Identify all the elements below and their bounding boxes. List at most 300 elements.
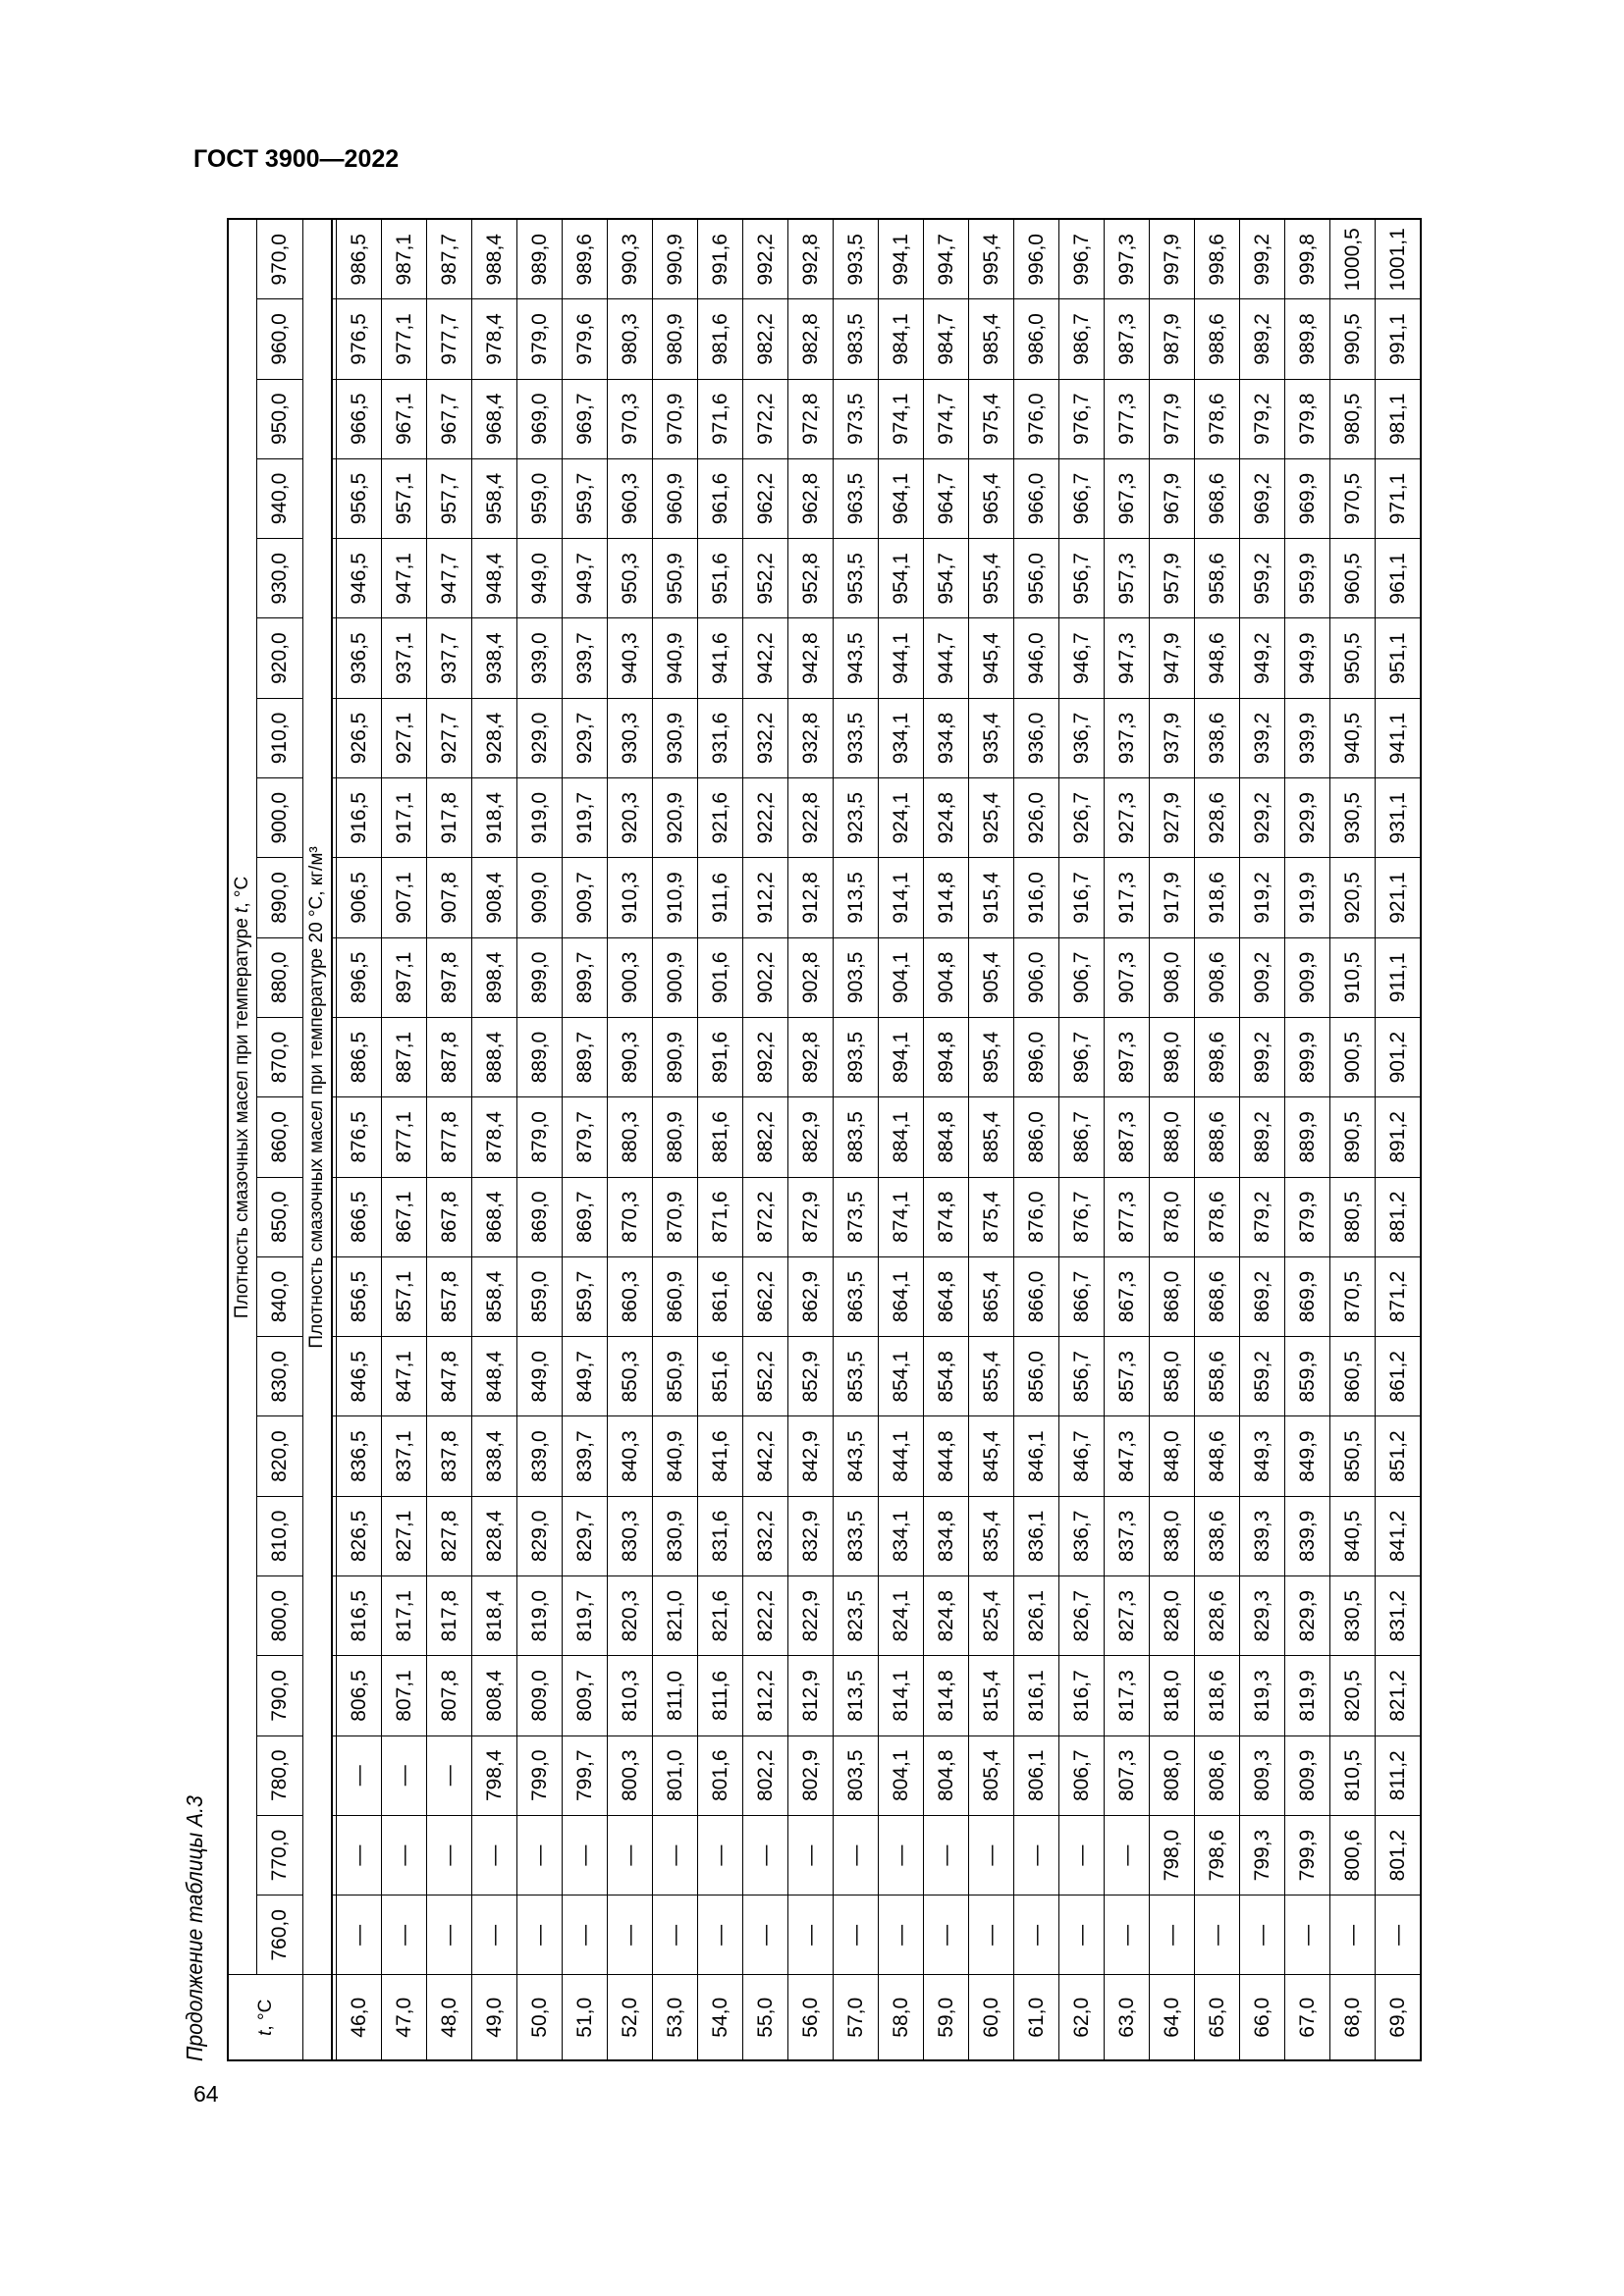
- density-cell: 978,6: [1195, 379, 1240, 458]
- density-cell: 881,6: [698, 1097, 743, 1177]
- density-cell: 831,2: [1376, 1576, 1422, 1656]
- density-cell: —: [1376, 1896, 1422, 1975]
- density-cell: 869,7: [563, 1177, 608, 1256]
- density-cell: —: [337, 1735, 382, 1815]
- density-cell: 860,3: [608, 1256, 653, 1336]
- temperature-cell: 55,0: [743, 1975, 788, 2060]
- density-cell: 947,3: [1105, 618, 1150, 698]
- density-cell: 902,8: [788, 937, 834, 1017]
- density-cell: 916,5: [337, 778, 382, 858]
- density-cell: 813,5: [834, 1656, 879, 1735]
- group-header-suffix: , °C: [232, 876, 252, 908]
- density-cell: 886,5: [337, 1017, 382, 1096]
- density-cell: —: [382, 1815, 427, 1895]
- density-cell: 959,9: [1285, 539, 1330, 618]
- density-cell: 938,6: [1195, 698, 1240, 777]
- density-cell: 990,9: [653, 219, 698, 298]
- density-cell: 981,6: [698, 299, 743, 379]
- density-cell: 950,9: [653, 539, 698, 618]
- density-cell: —: [1240, 1896, 1285, 1975]
- unit-header-spacer: [303, 1975, 333, 2060]
- density-cell: 876,0: [1014, 1177, 1059, 1256]
- density-cell: 817,3: [1105, 1656, 1150, 1735]
- density-cell: 881,2: [1376, 1177, 1422, 1256]
- density-cell: 961,1: [1376, 539, 1422, 618]
- density-cell: 967,3: [1105, 458, 1150, 538]
- density-cell: 945,4: [969, 618, 1014, 698]
- density-cell: 890,3: [608, 1017, 653, 1096]
- density-cell: 896,7: [1059, 1017, 1105, 1096]
- density-cell: 816,5: [337, 1576, 382, 1656]
- density-cell: 866,5: [337, 1177, 382, 1256]
- density-cell: 959,0: [517, 458, 563, 538]
- density-cell: —: [337, 1896, 382, 1975]
- density-cell: 994,1: [879, 219, 924, 298]
- density-cell: —: [1105, 1896, 1150, 1975]
- density-cell: 805,4: [969, 1735, 1014, 1815]
- density-cell: —: [1330, 1896, 1376, 1975]
- density-cell: 925,4: [969, 778, 1014, 858]
- density-cell: 900,5: [1330, 1017, 1376, 1096]
- temperature-cell: 64,0: [1150, 1975, 1195, 2060]
- density-cell: 922,8: [788, 778, 834, 858]
- density-cell: 927,3: [1105, 778, 1150, 858]
- density-cell: 949,9: [1285, 618, 1330, 698]
- density-cell: 984,7: [924, 299, 969, 379]
- column-header: 830,0: [257, 1337, 303, 1416]
- density-cell: 820,3: [608, 1576, 653, 1656]
- density-cell: 901,6: [698, 937, 743, 1017]
- density-cell: 883,5: [834, 1097, 879, 1177]
- density-cell: 909,2: [1240, 937, 1285, 1017]
- density-cell: —: [653, 1815, 698, 1895]
- density-cell: 911,6: [698, 858, 743, 937]
- column-header: 930,0: [257, 539, 303, 618]
- density-cell: 997,9: [1150, 219, 1195, 298]
- temperature-cell: 63,0: [1105, 1975, 1150, 2060]
- density-cell: 975,4: [969, 379, 1014, 458]
- density-cell: 912,8: [788, 858, 834, 937]
- density-cell: 908,4: [472, 858, 517, 937]
- density-cell: 993,5: [834, 219, 879, 298]
- density-cell: 898,6: [1195, 1017, 1240, 1096]
- density-cell: 903,5: [834, 937, 879, 1017]
- density-cell: 803,5: [834, 1735, 879, 1815]
- density-cell: 829,3: [1240, 1576, 1285, 1656]
- density-cell: 899,2: [1240, 1017, 1285, 1096]
- density-cell: 876,7: [1059, 1177, 1105, 1256]
- density-cell: 934,8: [924, 698, 969, 777]
- density-cell: 982,2: [743, 299, 788, 379]
- density-table: [227, 218, 1422, 2061]
- density-cell: 970,9: [653, 379, 698, 458]
- density-cell: 889,0: [517, 1017, 563, 1096]
- density-cell: 814,1: [879, 1656, 924, 1735]
- column-header: 950,0: [257, 379, 303, 458]
- density-cell: 929,9: [1285, 778, 1330, 858]
- density-cell: 948,6: [1195, 618, 1240, 698]
- density-cell: 832,2: [743, 1496, 788, 1575]
- density-cell: 829,7: [563, 1496, 608, 1575]
- density-cell: 877,8: [427, 1097, 472, 1177]
- density-cell: —: [788, 1896, 834, 1975]
- density-cell: 906,5: [337, 858, 382, 937]
- density-cell: 834,8: [924, 1496, 969, 1575]
- density-cell: 962,8: [788, 458, 834, 538]
- column-header: 870,0: [257, 1017, 303, 1096]
- density-cell: 815,4: [969, 1656, 1014, 1735]
- density-cell: 882,9: [788, 1097, 834, 1177]
- density-cell: 909,7: [563, 858, 608, 937]
- density-cell: 968,4: [472, 379, 517, 458]
- density-cell: 830,5: [1330, 1576, 1376, 1656]
- density-cell: 939,0: [517, 618, 563, 698]
- density-cell: 928,6: [1195, 778, 1240, 858]
- density-cell: 861,6: [698, 1256, 743, 1336]
- density-cell: 971,1: [1376, 458, 1422, 538]
- density-cell: —: [563, 1896, 608, 1975]
- density-cell: 848,6: [1195, 1416, 1240, 1496]
- density-cell: 937,9: [1150, 698, 1195, 777]
- density-cell: 888,4: [472, 1017, 517, 1096]
- density-cell: 940,3: [608, 618, 653, 698]
- density-cell: 887,8: [427, 1017, 472, 1096]
- density-cell: 950,5: [1330, 618, 1376, 698]
- temperature-cell: 53,0: [653, 1975, 698, 2060]
- density-cell: 987,1: [382, 219, 427, 298]
- density-cell: 806,7: [1059, 1735, 1105, 1815]
- density-cell: 996,0: [1014, 219, 1059, 298]
- density-cell: 838,0: [1150, 1496, 1195, 1575]
- density-cell: 847,3: [1105, 1416, 1150, 1496]
- density-cell: 869,2: [1240, 1256, 1285, 1336]
- density-cell: 955,4: [969, 539, 1014, 618]
- temperature-cell: 50,0: [517, 1975, 563, 2060]
- density-cell: 954,1: [879, 539, 924, 618]
- density-cell: 897,8: [427, 937, 472, 1017]
- density-cell: 987,3: [1105, 299, 1150, 379]
- density-cell: 808,4: [472, 1656, 517, 1735]
- column-header: 960,0: [257, 299, 303, 379]
- column-header-row: [257, 219, 303, 2060]
- density-cell: 983,5: [834, 299, 879, 379]
- density-cell: 989,8: [1285, 299, 1330, 379]
- table-row: [924, 219, 969, 2060]
- density-cell: 931,6: [698, 698, 743, 777]
- density-cell: 1001,1: [1376, 219, 1422, 298]
- density-cell: 917,9: [1150, 858, 1195, 937]
- density-cell: 938,4: [472, 618, 517, 698]
- density-cell: 859,9: [1285, 1337, 1330, 1416]
- density-cell: 850,9: [653, 1337, 698, 1416]
- density-cell: 875,4: [969, 1177, 1014, 1256]
- density-cell: 828,4: [472, 1496, 517, 1575]
- density-cell: 900,3: [608, 937, 653, 1017]
- density-cell: 808,0: [1150, 1735, 1195, 1815]
- density-cell: 887,1: [382, 1017, 427, 1096]
- density-cell: 957,7: [427, 458, 472, 538]
- density-cell: 872,9: [788, 1177, 834, 1256]
- density-cell: 980,3: [608, 299, 653, 379]
- temperature-cell: 54,0: [698, 1975, 743, 2060]
- temperature-cell: 47,0: [382, 1975, 427, 2060]
- density-cell: 970,5: [1330, 458, 1376, 538]
- density-cell: 947,7: [427, 539, 472, 618]
- density-cell: 980,9: [653, 299, 698, 379]
- density-cell: 842,9: [788, 1416, 834, 1496]
- density-cell: 949,2: [1240, 618, 1285, 698]
- density-cell: 819,3: [1240, 1656, 1285, 1735]
- density-cell: 839,0: [517, 1416, 563, 1496]
- density-cell: 804,1: [879, 1735, 924, 1815]
- density-cell: 885,4: [969, 1097, 1014, 1177]
- density-cell: 880,9: [653, 1097, 698, 1177]
- density-cell: 807,1: [382, 1656, 427, 1735]
- density-cell: 851,2: [1376, 1416, 1422, 1496]
- density-cell: 978,4: [472, 299, 517, 379]
- density-cell: 799,3: [1240, 1815, 1285, 1895]
- t-symbol: t: [254, 2030, 276, 2036]
- density-cell: 917,3: [1105, 858, 1150, 937]
- density-cell: 823,5: [834, 1576, 879, 1656]
- density-cell: 919,0: [517, 778, 563, 858]
- density-cell: 922,2: [743, 778, 788, 858]
- density-cell: 917,8: [427, 778, 472, 858]
- density-cell: 919,9: [1285, 858, 1330, 937]
- density-cell: 806,5: [337, 1656, 382, 1735]
- density-cell: 810,3: [608, 1656, 653, 1735]
- density-cell: 819,0: [517, 1576, 563, 1656]
- density-cell: 923,5: [834, 778, 879, 858]
- temperature-cell: 57,0: [834, 1975, 879, 2060]
- table-body: [332, 219, 1421, 2060]
- column-header: 770,0: [257, 1815, 303, 1895]
- density-cell: 850,3: [608, 1337, 653, 1416]
- table-row: [337, 219, 382, 2060]
- density-cell: 879,9: [1285, 1177, 1330, 1256]
- density-cell: 879,2: [1240, 1177, 1285, 1256]
- density-cell: 967,1: [382, 379, 427, 458]
- density-cell: 966,5: [337, 379, 382, 458]
- density-cell: 958,6: [1195, 539, 1240, 618]
- density-cell: 976,0: [1014, 379, 1059, 458]
- density-cell: 929,0: [517, 698, 563, 777]
- density-cell: 989,0: [517, 219, 563, 298]
- density-cell: 896,0: [1014, 1017, 1059, 1096]
- density-cell: 860,5: [1330, 1337, 1376, 1416]
- density-cell: 944,1: [879, 618, 924, 698]
- temperature-cell: 61,0: [1014, 1975, 1059, 2060]
- density-cell: 995,4: [969, 219, 1014, 298]
- density-cell: 884,8: [924, 1097, 969, 1177]
- density-cell: 829,9: [1285, 1576, 1330, 1656]
- density-cell: 892,8: [788, 1017, 834, 1096]
- density-cell: 950,3: [608, 539, 653, 618]
- density-cell: 818,4: [472, 1576, 517, 1656]
- density-cell: 826,5: [337, 1496, 382, 1575]
- density-cell: 868,4: [472, 1177, 517, 1256]
- density-cell: 811,6: [698, 1656, 743, 1735]
- density-cell: 935,4: [969, 698, 1014, 777]
- column-header: 970,0: [257, 219, 303, 298]
- density-cell: —: [1105, 1815, 1150, 1895]
- density-cell: 991,1: [1376, 299, 1422, 379]
- table-row: [1150, 219, 1195, 2060]
- density-cell: 889,7: [563, 1017, 608, 1096]
- density-cell: 904,8: [924, 937, 969, 1017]
- table-caption: Продолжение таблицы А.3: [182, 1795, 207, 2061]
- density-cell: 878,6: [1195, 1177, 1240, 1256]
- density-cell: 893,5: [834, 1017, 879, 1096]
- density-cell: 819,7: [563, 1576, 608, 1656]
- column-header: 910,0: [257, 698, 303, 777]
- column-header: 850,0: [257, 1177, 303, 1256]
- density-cell: 867,8: [427, 1177, 472, 1256]
- density-cell: 799,9: [1285, 1815, 1330, 1895]
- column-header: 860,0: [257, 1097, 303, 1177]
- density-cell: 848,4: [472, 1337, 517, 1416]
- density-cell: 916,0: [1014, 858, 1059, 937]
- density-cell: 951,1: [1376, 618, 1422, 698]
- density-cell: 822,2: [743, 1576, 788, 1656]
- density-cell: —: [924, 1815, 969, 1895]
- density-cell: 907,3: [1105, 937, 1150, 1017]
- density-cell: —: [743, 1815, 788, 1895]
- density-cell: 879,0: [517, 1097, 563, 1177]
- density-cell: 838,4: [472, 1416, 517, 1496]
- density-cell: 989,2: [1240, 299, 1285, 379]
- density-cell: 798,0: [1150, 1815, 1195, 1895]
- table-row: [1376, 219, 1422, 2060]
- density-cell: 979,2: [1240, 379, 1285, 458]
- density-cell: —: [879, 1896, 924, 1975]
- density-cell: —: [788, 1815, 834, 1895]
- density-cell: 882,2: [743, 1097, 788, 1177]
- column-header: 900,0: [257, 778, 303, 858]
- density-cell: 924,1: [879, 778, 924, 858]
- density-cell: 930,3: [608, 698, 653, 777]
- density-cell: —: [969, 1896, 1014, 1975]
- density-cell: 892,2: [743, 1017, 788, 1096]
- density-cell: 967,7: [427, 379, 472, 458]
- density-cell: 807,3: [1105, 1735, 1150, 1815]
- density-cell: 976,5: [337, 299, 382, 379]
- column-header: 890,0: [257, 858, 303, 937]
- density-cell: 874,1: [879, 1177, 924, 1256]
- density-cell: 920,3: [608, 778, 653, 858]
- table-row: [834, 219, 879, 2060]
- density-cell: 977,7: [427, 299, 472, 379]
- temperature-cell: 48,0: [427, 1975, 472, 2060]
- column-header: 800,0: [257, 1576, 303, 1656]
- density-cell: —: [563, 1815, 608, 1895]
- density-cell: 847,8: [427, 1337, 472, 1416]
- document-header: ГОСТ 3900—2022: [193, 145, 400, 173]
- density-cell: —: [382, 1735, 427, 1815]
- density-cell: —: [608, 1815, 653, 1895]
- density-cell: 830,3: [608, 1496, 653, 1575]
- density-cell: 850,5: [1330, 1416, 1376, 1496]
- density-cell: 827,3: [1105, 1576, 1150, 1656]
- density-cell: 969,7: [563, 379, 608, 458]
- density-cell: 908,6: [1195, 937, 1240, 1017]
- density-cell: 824,8: [924, 1576, 969, 1656]
- density-cell: 819,9: [1285, 1656, 1330, 1735]
- density-cell: 837,8: [427, 1416, 472, 1496]
- density-cell: 969,9: [1285, 458, 1330, 538]
- column-header: 840,0: [257, 1256, 303, 1336]
- table-row: [879, 219, 924, 2060]
- density-cell: 956,0: [1014, 539, 1059, 618]
- density-cell: 937,1: [382, 618, 427, 698]
- density-cell: 896,5: [337, 937, 382, 1017]
- density-cell: 854,1: [879, 1337, 924, 1416]
- density-cell: 829,0: [517, 1496, 563, 1575]
- density-cell: 859,2: [1240, 1337, 1285, 1416]
- density-cell: 921,6: [698, 778, 743, 858]
- density-cell: 969,2: [1240, 458, 1285, 538]
- density-cell: 845,4: [969, 1416, 1014, 1496]
- density-cell: 867,3: [1105, 1256, 1150, 1336]
- density-cell: 937,3: [1105, 698, 1150, 777]
- density-cell: 836,1: [1014, 1496, 1059, 1575]
- density-cell: 869,9: [1285, 1256, 1330, 1336]
- density-cell: 840,9: [653, 1416, 698, 1496]
- density-cell: 847,1: [382, 1337, 427, 1416]
- density-cell: 988,4: [472, 219, 517, 298]
- density-cell: 835,4: [969, 1496, 1014, 1575]
- density-cell: 802,2: [743, 1735, 788, 1815]
- density-cell: 854,8: [924, 1337, 969, 1416]
- table-row: [1014, 219, 1059, 2060]
- density-cell: 902,2: [743, 937, 788, 1017]
- density-cell: 876,5: [337, 1097, 382, 1177]
- density-cell: 957,9: [1150, 539, 1195, 618]
- density-cell: 952,8: [788, 539, 834, 618]
- density-cell: 858,6: [1195, 1337, 1240, 1416]
- density-cell: 818,0: [1150, 1656, 1195, 1735]
- column-header: 760,0: [257, 1896, 303, 1975]
- column-header: 920,0: [257, 618, 303, 698]
- density-cell: 804,8: [924, 1735, 969, 1815]
- density-cell: 884,1: [879, 1097, 924, 1177]
- density-cell: 908,0: [1150, 937, 1195, 1017]
- density-cell: 871,6: [698, 1177, 743, 1256]
- density-cell: 868,0: [1150, 1256, 1195, 1336]
- density-cell: 918,4: [472, 778, 517, 858]
- density-cell: 852,9: [788, 1337, 834, 1416]
- density-cell: 899,7: [563, 937, 608, 1017]
- density-cell: 928,4: [472, 698, 517, 777]
- density-cell: 906,0: [1014, 937, 1059, 1017]
- density-cell: 980,5: [1330, 379, 1376, 458]
- density-cell: 930,5: [1330, 778, 1376, 858]
- density-cell: 920,5: [1330, 858, 1376, 937]
- density-cell: 821,6: [698, 1576, 743, 1656]
- density-cell: 921,1: [1376, 858, 1422, 937]
- density-cell: 798,6: [1195, 1815, 1240, 1895]
- group-header: [228, 219, 257, 1975]
- density-cell: 929,7: [563, 698, 608, 777]
- density-cell: —: [1059, 1815, 1105, 1895]
- density-cell: 838,6: [1195, 1496, 1240, 1575]
- density-cell: 937,7: [427, 618, 472, 698]
- density-cell: 999,2: [1240, 219, 1285, 298]
- density-cell: 914,8: [924, 858, 969, 937]
- temperature-cell: 58,0: [879, 1975, 924, 2060]
- density-cell: 821,0: [653, 1576, 698, 1656]
- density-cell: 870,3: [608, 1177, 653, 1256]
